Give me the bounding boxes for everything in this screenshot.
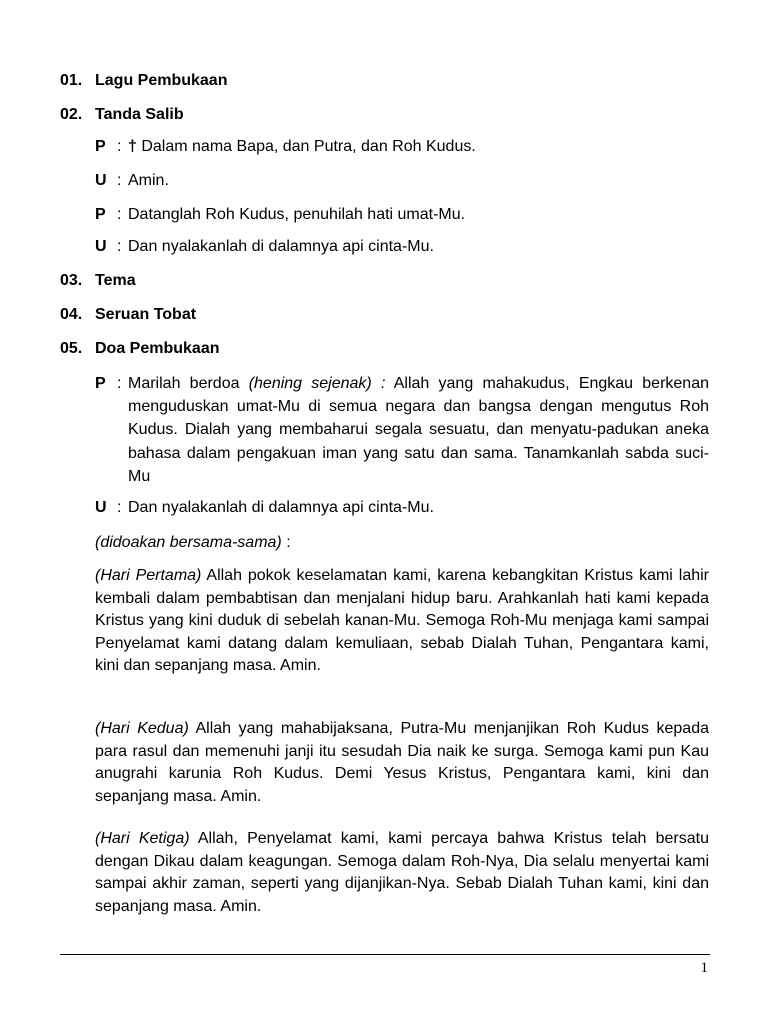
prayer-paragraph xyxy=(95,718,709,808)
rubric-note: (hening sejenak) : xyxy=(248,375,386,392)
page-number: 1 xyxy=(700,960,708,976)
section-number: 05. xyxy=(60,340,83,357)
prayer-paragraph xyxy=(95,565,709,678)
footer-divider xyxy=(60,954,710,955)
prayer-day-label: (Hari Ketiga) xyxy=(95,830,190,847)
section-heading xyxy=(60,339,219,359)
dialogue-line: U : Dan nyalakanlah di dalamnya api cinta-Mu. xyxy=(95,236,709,258)
dialogue-line: U : Dan nyalakanlah di dalamnya api cinta-Mu. xyxy=(95,497,709,519)
speaker-label: U xyxy=(95,172,107,189)
dialogue-text: Marilah berdoa xyxy=(128,375,249,392)
section-number: 01. xyxy=(60,72,83,89)
dialogue-text: Datanglah Roh Kudus, penuhilah hati umat-Mu. xyxy=(128,206,466,223)
dialogue-line: P : Marilah berdoa (hening sejenak) : Allah yang mahakudus, Engkau berkenan menguduskan umat-Mu di semua negara dan bangsa dengan mengutus Roh Kudus. Dialah yang membaharui segala sesuatu, dan menyatu-padukan aneka bahasa dalam pengakuan iman yang satu dan sama. Tanamkanlah sabda suci-Mu xyxy=(95,372,709,488)
prayer-text: Allah yang mahabijaksana, Putra-Mu menjanjikan Roh Kudus kepada para rasul dan memenuhi janji itu sesudah Dia naik ke surga. Semoga kami pun Kau anugrahi karunia Roh Kudus. Demi Yesus Kristus, Pengantara kami, kini dan sepanjang masa. Amin. xyxy=(95,720,710,805)
section-title: Tema xyxy=(95,272,136,289)
prayer-text: Allah, Penyelamat kami, kami percaya bahwa Kristus telah bersatu dengan Dikau dalam keagungan. Semoga dalam Roh-Nya, Dia selalu menyertai kami sampai akhir zaman, seperti yang dijanjikan-Nya. Sebab Dialah Tuhan kami, kini dan sepanjang masa. Amin. xyxy=(95,830,709,915)
section-heading xyxy=(60,71,227,91)
dialogue-text: Allah yang mahakudus, Engkau berkenan menguduskan umat-Mu di semua negara dan bangsa dengan mengutus Roh Kudus. Dialah yang membaharui segala sesuatu, dan menyatu-padukan aneka bahasa dalam pengakuan iman yang satu dan sama. Tanamkanlah sabda suci-Mu xyxy=(128,375,710,485)
speaker-label: U xyxy=(95,499,107,516)
section-number: 04. xyxy=(60,306,83,323)
rubric-note: (didoakan bersama-sama) xyxy=(95,534,282,551)
speaker-label: U xyxy=(95,238,107,255)
section-title: Seruan Tobat xyxy=(95,306,197,323)
dialogue-line: P : Datanglah Roh Kudus, penuhilah hati umat-Mu. xyxy=(95,204,709,226)
section-heading xyxy=(60,105,184,125)
prayer-paragraph xyxy=(95,828,709,918)
speaker-label: P xyxy=(95,138,106,155)
rubric-line: (didoakan bersama-sama) : xyxy=(95,534,291,551)
dialogue-line: U : Amin. xyxy=(95,170,709,192)
section-title: Doa Pembukaan xyxy=(95,340,220,357)
speaker-label: P xyxy=(95,375,106,392)
dialogue-text: Dan nyalakanlah di dalamnya api cinta-Mu. xyxy=(128,238,434,255)
cross-icon: † xyxy=(128,138,137,155)
section-title: Lagu Pembukaan xyxy=(95,72,228,89)
speaker-label: P xyxy=(95,206,106,223)
section-number: 02. xyxy=(60,106,83,123)
dialogue-text: Dalam nama Bapa, dan Putra, dan Roh Kudus. xyxy=(136,138,476,155)
prayer-day-label: (Hari Pertama) xyxy=(95,567,202,584)
prayer-text: Allah pokok keselamatan kami, karena kebangkitan Kristus kami lahir kembali dalam pembabtisan dan menjalani hidup baru. Arahkanlah hati kami kepada Kristus yang kini duduk di sebelah kanan-Mu. Semoga Roh-Mu menjaga kami sampai Penyelamat kami datang dalam kemuliaan, sebab Dialah Tuhan, Pengantara kami, kini dan sepanjang masa. Amin. xyxy=(95,567,710,675)
section-title: Tanda Salib xyxy=(95,106,184,123)
dialogue-text: Amin. xyxy=(128,172,169,189)
section-number: 03. xyxy=(60,272,83,289)
dialogue-line: P : † Dalam nama Bapa, dan Putra, dan Roh Kudus. xyxy=(95,136,709,158)
prayer-day-label: (Hari Kedua) xyxy=(95,720,189,737)
dialogue-text: Dan nyalakanlah di dalamnya api cinta-Mu. xyxy=(128,499,434,516)
section-heading xyxy=(60,305,196,325)
section-heading xyxy=(60,271,136,291)
